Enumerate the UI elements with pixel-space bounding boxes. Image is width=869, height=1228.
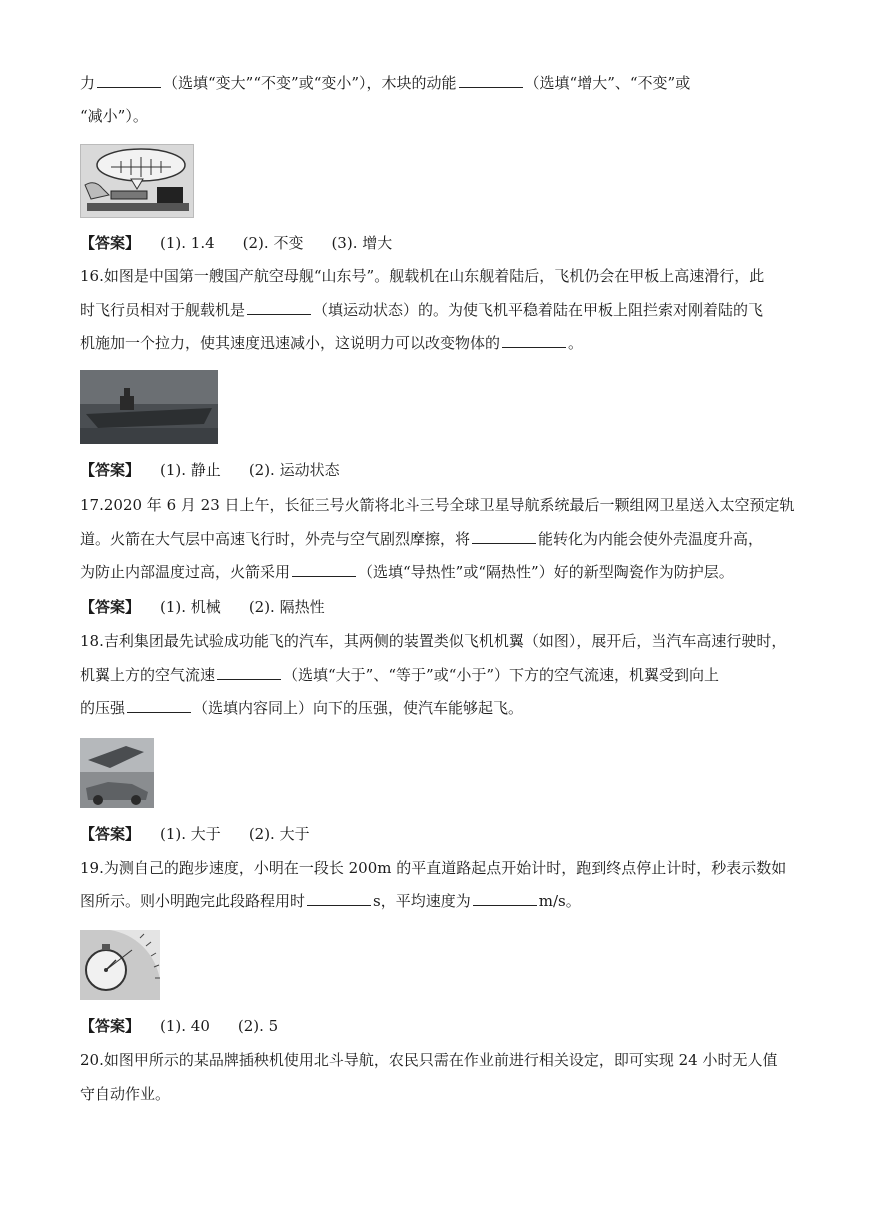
q20-line-1: 20.如图甲所示的某品牌插秧机使用北斗导航，农民只需在作业前进行相关设定，即可实现 24 小时无人值: [80, 1051, 778, 1069]
q17-text: 为防止内部温度过高，火箭采用: [80, 563, 291, 581]
q17-text: 能转化为内能会使外壳温度升高，: [538, 530, 764, 548]
q17-line-1: 17.2020 年 6 月 23 日上午，长征三号火箭将北斗三号全球卫星导航系统最后一颗组网卫星送入太空预定轨: [80, 496, 795, 514]
answer-blank: [502, 333, 566, 348]
answer-blank: [127, 698, 191, 713]
aircraft-carrier-figure: [80, 370, 218, 444]
q19-text: s，平均速度为: [373, 892, 471, 910]
q15-line-1: [80, 73, 690, 93]
q18-line-3: [80, 698, 523, 718]
answer-item: (2). 大于: [248, 825, 310, 843]
q18-line-1: 18.吉利集团最先试验成功能飞的汽车，其两侧的装置类似飞机机翼（如图），展开后，当汽车高速行驶时，: [80, 632, 787, 650]
answer-item: (1). 机械: [160, 598, 221, 616]
q18-text: （选填“大于”、“等于”或“小于”）下方的空气流速，机翼受到向上: [283, 666, 720, 684]
answer-blank: [217, 665, 281, 680]
q20-line-2: 守自动作业。: [80, 1085, 171, 1103]
q15-line-2: “减小”）。: [80, 107, 148, 125]
q16-text: 机施加一个拉力，使其速度迅速减小，这说明力可以改变物体的: [80, 334, 501, 352]
spring-scale-figure: [80, 144, 194, 218]
answer-blank: [459, 73, 523, 88]
q17-line-2: [80, 529, 763, 549]
answer-blank: [292, 562, 356, 577]
spring-scale-icon: [81, 145, 193, 217]
flying-car-icon: [80, 738, 154, 808]
q19-line-2: [80, 891, 581, 911]
answer-tag: 【答案】: [80, 825, 141, 843]
answer-tag: 【答案】: [80, 598, 141, 616]
q17-text: （选填“导热性”或“隔热性”）好的新型陶瓷作为防护层。: [358, 563, 734, 581]
flying-car-figure: [80, 738, 154, 808]
q19-text: 图所示。则小明跑完此段路程用时: [80, 892, 306, 910]
q16-text: 时飞行员相对于舰载机是: [80, 301, 246, 319]
q16-line-2: [80, 300, 763, 320]
answer-tag: 【答案】: [80, 1017, 141, 1035]
answer-tag: 【答案】: [80, 234, 141, 252]
answer-item: (1). 1.4: [160, 234, 215, 252]
q18-text: 的压强: [80, 699, 126, 717]
answer-tag: 【答案】: [80, 461, 141, 479]
answer-16: [80, 460, 368, 480]
answer-17: [80, 597, 353, 617]
answer-item: (3). 增大: [331, 234, 393, 252]
q16-text: （填运动状态）的。为使飞机平稳着陆在甲板上阻拦索对刚着陆的飞: [313, 301, 764, 319]
q17-line-3: [80, 562, 734, 582]
answer-blank: [473, 891, 537, 906]
q15-text: （选填“变大”“不变”或“变小”），木块的动能: [163, 74, 457, 92]
q15-text: 力: [80, 74, 96, 92]
q16-line-1: 16.如图是中国第一艘国产航空母舰“山东号”。舰载机在山东舰着陆后，飞机仍会在甲板上高速滑行，此: [80, 267, 765, 285]
q18-text: （选填内容同上）向下的压强，使汽车能够起飞。: [193, 699, 524, 717]
answer-blank: [307, 891, 371, 906]
stopwatch-figure: [80, 930, 160, 1000]
answer-item: (2). 隔热性: [248, 598, 325, 616]
aircraft-carrier-icon: [80, 370, 218, 444]
q19-text: m/s。: [538, 892, 581, 910]
answer-18: [80, 824, 338, 844]
answer-item: (2). 不变: [242, 234, 304, 252]
answer-item: (2). 5: [237, 1017, 279, 1035]
answer-item: (1). 大于: [160, 825, 221, 843]
stopwatch-icon: [80, 930, 160, 1000]
answer-19: [80, 1016, 306, 1036]
q18-line-2: [80, 665, 719, 685]
q19-line-1: 19.为测自己的跑步速度，小明在一段长 200m 的平直道路起点开始计时，跑到终点停止计时，秒表示数如: [80, 859, 787, 877]
answer-blank: [247, 300, 311, 315]
answer-item: (1). 静止: [160, 461, 221, 479]
q18-text: 机翼上方的空气流速: [80, 666, 216, 684]
answer-blank: [472, 529, 536, 544]
q17-text: 道。火箭在大气层中高速飞行时，外壳与空气剧烈摩擦，将: [80, 530, 471, 548]
q15-text: （选填“增大”、“不变”或: [524, 74, 691, 92]
q16-text: 。: [568, 334, 584, 352]
q16-line-3: [80, 333, 583, 353]
answer-15: [80, 233, 420, 253]
answer-item: (1). 40: [160, 1017, 210, 1035]
answer-blank: [97, 73, 161, 88]
answer-item: (2). 运动状态: [248, 461, 340, 479]
